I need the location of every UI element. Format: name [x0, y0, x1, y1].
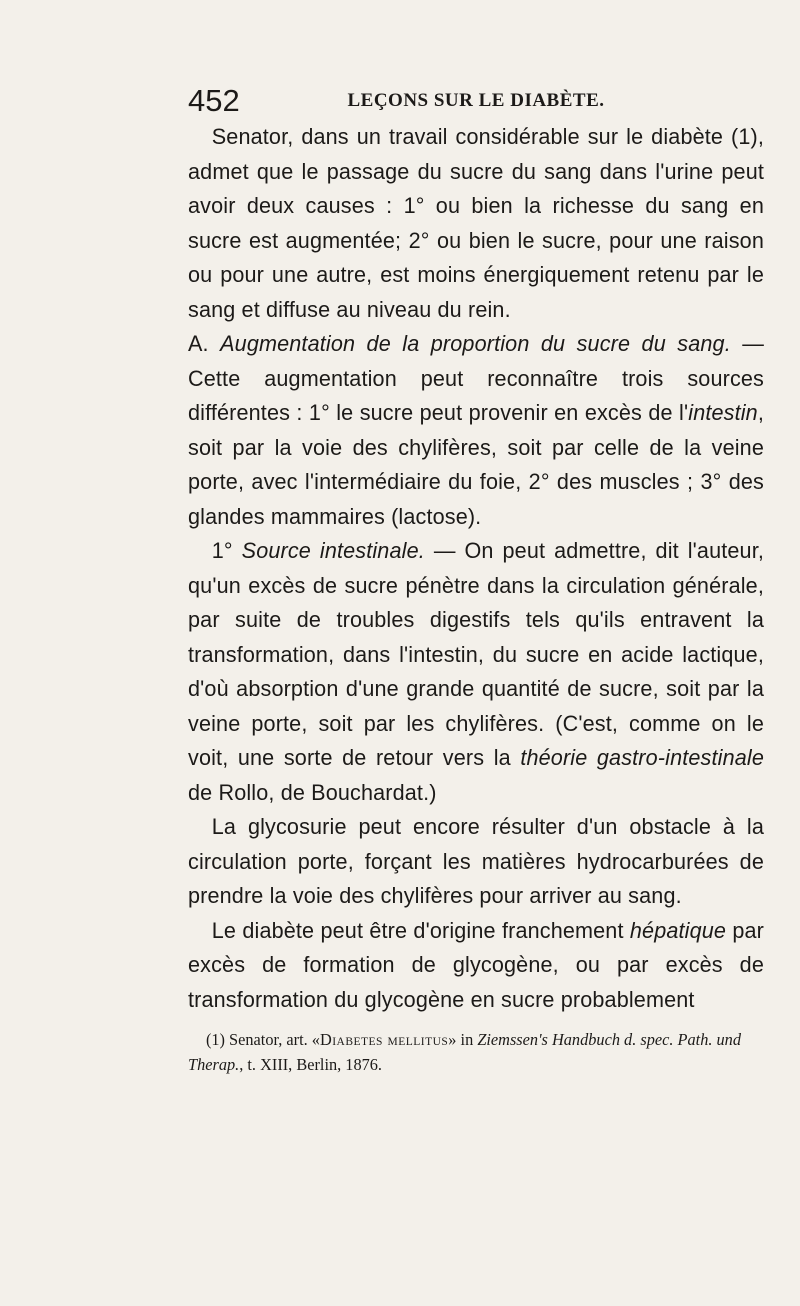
page-number: 452 — [188, 83, 240, 118]
paragraph-2-text-a: — Cette augmentation peut reconnaître trois sources différentes : 1° le sucre peut provenir en excès de — [188, 331, 765, 425]
emphasis-hepatique: hépatique — [629, 917, 727, 943]
emphasis-theorie: théorie gastro-intestinale — [520, 745, 764, 770]
paragraph-5 — [188, 914, 764, 1018]
footnote-text-a: Senator, art. « — [224, 1030, 320, 1049]
section-letter: A. — [188, 331, 209, 356]
paragraph-1 — [188, 120, 764, 327]
paragraph-2 — [188, 327, 764, 534]
body-text — [188, 120, 764, 1017]
article: l' — [679, 400, 689, 425]
paragraph-3 — [188, 534, 764, 810]
paragraph-3-text-a: — On peut admettre, dit l'auteur, qu'un excès de sucre pénètre dans la circulation générale, par suite de troubles digestifs tels qu'ils entravent la transformation, dans l'intestin, du sucre en acide lactique, d'où absorption d'une grande quantité de sucre, soit par la veine porte, soit par les chylifères. (C'est, comme on le voit, une sorte de retour vers la — [188, 538, 764, 770]
book-page — [188, 83, 765, 1077]
footnote-marker: (1) — [205, 1030, 225, 1049]
footnote-article-title: Diabetes mellitus — [319, 1030, 449, 1049]
paragraph-5-text-b: par excès de formation de glycogène, ou par excès de transformation du glycogène en sucre probablement — [188, 917, 764, 1012]
subsection-title: Source intestinale. — [241, 538, 425, 563]
paragraph-1-text: Senator, dans un travail considérable sur le diabète (1), admet que le passage du sucre du sang dans l'urine peut avoir deux causes : 1° ou bien la richesse du sang en sucre est augmentée; 2° ou bien le sucre, pour une raison ou pour une autre, est moins énergiquement retenu par le sang et diffuse au niveau du rein. — [188, 124, 764, 322]
paragraph-4-text: La glycosurie peut encore résulter d'un obstacle à la circulation porte, forçant les matières hydrocarburées de prendre la voie des chylifères pour arriver au sang. — [188, 814, 764, 908]
running-title: LEÇONS SUR LE DIABÈTE. — [347, 90, 605, 111]
footnote-text-b: » in — [448, 1030, 478, 1049]
page-header — [188, 83, 764, 120]
footnote-book-title: Ziemssen's Handbuch d. spec. Path. und Therap. — [188, 1030, 742, 1074]
paragraph-5-text-a: Le diabète peut être d'origine franchement — [211, 917, 630, 943]
paragraph-4 — [188, 810, 764, 914]
emphasis-intestin: intestin — [688, 400, 758, 425]
section-title: Augmentation de la proportion du sucre du sang. — [220, 331, 731, 356]
footnote-text-c: , t. XIII, Berlin, 1876. — [239, 1055, 383, 1074]
paragraph-3-text-b: de Rollo, de Bouchardat.) — [188, 779, 437, 805]
footnote — [188, 1027, 764, 1077]
subsection-number: 1° — [211, 538, 233, 563]
paragraph-2-text-b: , soit par la voie des chylifères, soit par celle de la veine porte, avec l'intermédiaire du foie, 2° des muscles ; 3° des glandes mammaires (lactose). — [188, 400, 764, 529]
